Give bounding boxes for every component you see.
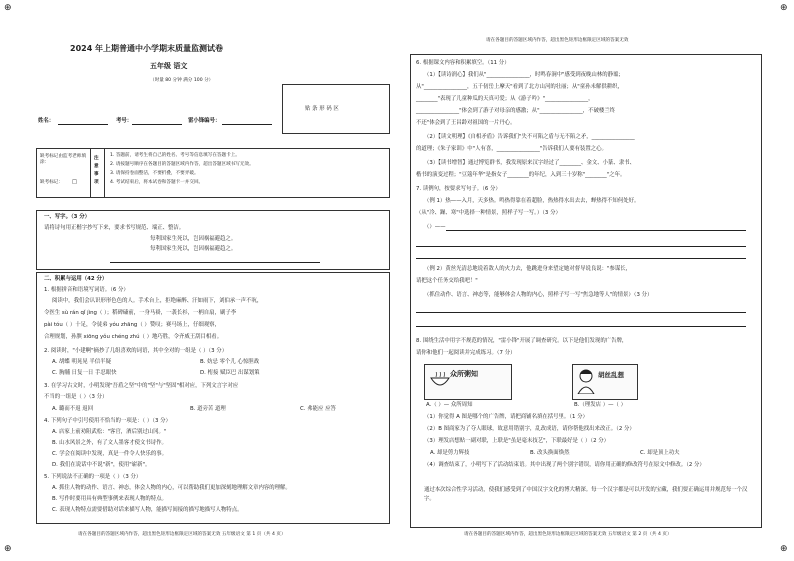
q2-item2: 2. 阅读时，"小建啊"摘抄了几组喜欢的词语，其中全对的一组是（ ）（3 分）	[44, 348, 228, 354]
q2-item1-line: 合理规划，孙膑 xiōng yǒu chéng zhú（ ）地巧胜，令齐威王刮目相看。	[44, 334, 223, 340]
q6-line: （1）【读诗润心】我们从"________________，时鸣春涧中"感受到夜晚山林的静谧；	[424, 72, 624, 78]
page1-footer: 请在各题目的答题区域内作答，超出黑色矩形边框限定区域的答案无效 五年级语文 第 1 页（共 4 页）	[78, 532, 286, 537]
q6-line: 不还"体会到了王昌龄对祖国的一片丹心。	[416, 120, 516, 126]
q2-item4: 4. 下列句子中引号使用不恰当的一项是：（ ）（3 分）	[44, 418, 171, 424]
q2-item1-line: 阅读中，我们会认识形形色色的人。手术台上，拒绝麻醉、汗如雨下，刘伯承一声不吭，	[52, 298, 263, 304]
q7-answer1-line[interactable]	[416, 258, 746, 259]
q2-item2-option: C. 胸脯 日复一日 手忍眼快	[52, 370, 117, 376]
q1-poem-line: 每利国家生死以，岂因祸福避趋之。	[150, 246, 237, 252]
seat-number-label: 雷小锋编号：	[188, 118, 221, 124]
grade-subject: 五年级 语文	[150, 62, 188, 70]
q6-line: （2）【读文明理】《自相矛盾》告诉我们"失不可陷之盾与无不陷之矛，________________	[424, 134, 635, 140]
absent-mark-instruction: 缺考标记由监考老师填涂：	[40, 154, 86, 165]
q7-heading: 7. 读例句，按要求写句子。（6 分）	[416, 186, 501, 192]
q6-line: 的道理；《朱子家训》中"人有喜，________________"告诉我们人要有装置之心。	[416, 146, 607, 152]
crop-mark-top-right: ⊕	[780, 3, 788, 13]
q7-answer1-line[interactable]	[446, 230, 746, 231]
notice-item: 1. 答题前，请考生将自己的姓名、考号等信息填写在答题卡上。	[110, 153, 240, 158]
sign-a-caption: A.（ ）— 众所周知	[426, 402, 473, 408]
q2-item1-line: pài tóu（ ）十足，令徒弟 yóu zhāng（ ）赞叹；赛马场上，仔细观察，	[44, 322, 220, 328]
person-icon	[576, 368, 596, 394]
q6-line: ________________"体会到了游子对母亲的感激；从"________________，不破楼兰终	[416, 108, 616, 114]
q2-item4-option: B. 山水风景之外，有了文人墨客才使文书诗作。	[52, 440, 167, 446]
absent-checkbox[interactable]: □	[72, 179, 78, 185]
q2-item2-option: B. 妨忌 零个儿 心惊胆战	[200, 359, 260, 365]
q6-line: ________"表现了儿童种瓜的天真可爱；从《游子吟》"________________，	[416, 96, 594, 102]
q2-item5-option: B. 写作时要用具有典型事例来表现人物的特点。	[52, 496, 167, 502]
q8-closing: 通过本次综合性学习活动，使我们感受到了中国汉字文化的博大精深。每一个汉字都是可以开发的宝藏，我们要正确运用并规范每一个汉字。	[424, 487, 748, 502]
notice-item: 2. 请按题号顺序在各题目的答题区域内作答，超出答题区域书写无效。	[110, 162, 254, 167]
q2-item4-option: A. 店家上前劝阻武松："客官，酒后别过山冈。"	[52, 429, 167, 435]
name-field[interactable]	[58, 124, 108, 125]
q2-item3-cont: 不当的一组是（ ）（3 分）	[44, 394, 108, 400]
notice-item: 4. 考试结束后，将本试卷和答题卡一并交回。	[110, 180, 204, 185]
q1-heading: 一、写字。（3 分）	[44, 214, 91, 220]
q8-subquestion: （1）你觉得 A 图是哪个的广告牌，请把商铺名填在括号里。（1 分）	[424, 414, 588, 420]
q2-item1-line: 令医生 sù rán qǐ jìng（ ）；稻碑磕前，一身马褂，一袭长衫，一柄自扇，刷子李	[44, 310, 237, 316]
q7-example1: （例 1）热——入月，天多热。鸣热得靠在着超脸，热热得水出去去，蝉热得不知何处好。	[424, 198, 640, 204]
q8-subquestion: （3）理发店想贴一副对联，上联是"虽是毫末技艺"，下联最好是（ ）（2 分）	[424, 438, 610, 444]
q2-item5: 5. 下列说法不正确的一项是（ ）（3 分）	[44, 474, 142, 480]
q7-example2-cont: 请把这个任务交给我吧！"	[416, 278, 478, 284]
notice-label-1: 注	[94, 156, 99, 161]
q7-answer1-prefix: （）——	[424, 224, 446, 230]
absent-mark-label: 缺考标记：	[40, 180, 63, 185]
q2-item2-option: A. 胡蝶 明晃晃 半信半疑	[52, 359, 111, 365]
q2-item4-option: C. 学会在阅读中发现，真是一件令人快乐的事。	[52, 451, 168, 457]
crop-mark-top-left: ⊕	[4, 3, 12, 13]
q7-example2-req: （抓住动作、语言、神态等，能够体会人物的内心，照样子写一写"焦急地等人"的情景）（3 分）	[424, 292, 653, 298]
bowl-icon	[430, 372, 450, 390]
seat-number-field[interactable]	[222, 124, 272, 125]
exam-meta: （时量 80 分钟 满分 100 分）	[150, 78, 214, 83]
q8-subquestion: （4）调查结束了，小明写下了活动结束语。其中出现了两个别字错误，请你用正确的修改符号在原文中修改。（2 分）	[424, 462, 705, 468]
q2-item2-option: D. 桁接 赋臣巴 出谋划策	[200, 370, 260, 376]
sign-a-text: 众所粥知	[450, 370, 478, 378]
exam-title: 2024 年上期普通中小学期末质量监测试卷	[70, 44, 224, 53]
q2-item3-option: A. 璐而不返 返回	[52, 406, 94, 412]
q2-item5-option: C. 表现人物特点需要借助对话来描写人物，能描写间接的描写地描写人物特点。	[52, 507, 243, 513]
q6-line: （3）【读书增智】通过博览群书，我发现原来汉字经过了________、金文、小篆、隶书、	[424, 160, 635, 166]
q8-subquestion: （2）B 图商家为了夺人眼球，故意用错别字，乱改成语，请你帮他找出来改正。（2 分）	[424, 426, 635, 432]
notice-label-2: 意	[94, 164, 99, 169]
q1-poem-line: 每利国家生死以，岂因祸福避趋之。	[150, 236, 237, 242]
q7-example2: （例 2）黄丝光清总地说着敌人的火力去，他跳进身来望定她对督导说良说："参谋长，	[424, 266, 632, 272]
sign-b-caption: B.（理发店 ）—（ ）	[574, 402, 626, 408]
q6-line: 楷书的演变过程；"豆蔻年华"是指女子________的年纪，入到三十岁称"________"之年。	[416, 172, 626, 178]
notice-label-3: 事	[94, 172, 99, 177]
notice-item: 3. 请保持卷面整洁，不要折叠，不要弄破。	[110, 171, 199, 176]
exam-number-label: 考号：	[116, 118, 133, 124]
crop-mark-bottom-left: ⊕	[4, 544, 12, 554]
q6-heading: 6. 根据课文内容和积累填空。（11 分）	[416, 60, 510, 66]
q8-heading-cont: 请你和他们一起阅读并完成练习。（7 分）	[416, 350, 516, 356]
q2-heading: 二、积累与运用（42 分）	[44, 276, 108, 282]
q2-item4-option: D. 我们在说话中不说"新"，使用"崭新"。	[52, 462, 151, 468]
q6-line: 从"________________，五千仞岳上摩天"看到了北方山河的壮丽；从"童孙未解供耕织，	[416, 84, 623, 90]
q8-option: C. 却是顶上功夫	[640, 450, 680, 456]
q7-answer1-line[interactable]	[416, 246, 746, 247]
sign-b-text: 胡丝乱想	[598, 371, 624, 379]
q7-example1-req: （从"冷、躁、寒"中选择一种情景，照样子写一写。）（3 分）	[416, 210, 561, 216]
q2-item1: 1. 根据拼音和语境写词语。（6 分）	[44, 287, 129, 293]
exam-number-field[interactable]	[132, 124, 182, 125]
q8-option: A. 却是剪力辉技	[430, 450, 470, 456]
q8-heading: 8. 围绕生活中用字不规范的情况，"雷小锋"开展了调查研究。以下是他们发现的广告牌，	[416, 338, 628, 344]
q2-item3-option: B. 道旁苦 道理	[190, 406, 226, 412]
q7-answer2-line[interactable]	[416, 312, 746, 313]
notice-label-4: 项	[94, 180, 99, 185]
q2-item5-option: A. 抓住人物的动作、语言、神态，体会人物的内心，可以帮助我们更加深刻地理解文章内容的理解。	[52, 485, 291, 491]
q1-writing-line[interactable]	[110, 262, 320, 263]
name-label: 姓名：	[38, 118, 55, 124]
crop-mark-bottom-right: ⊕	[780, 544, 788, 554]
q2-item3-option: C. 弗能应 应答	[300, 406, 336, 412]
page2-footer: 请在各题目的答题区域内作答，超出黑色矩形边框限定区域的答案无效 五年级语文 第 2 页（共 4 页）	[464, 532, 672, 537]
page2-header: 请在各题目的答题区域内作答，超出黑色矩形边框限定区域的答案无效	[486, 38, 629, 43]
q2-item3: 3. 在学习古文时，小明发现"吾盾之坚"中的"坚"与"坚固"相对应，下列文言字对应	[44, 383, 239, 389]
q8-option: B. 改头换面焕然	[530, 450, 570, 456]
q1-instruction: 请将诗句用正楷字抄写下来，要求书写规范、端正、整洁。	[44, 225, 185, 231]
barcode-label: 贴 条 形 码 区	[305, 106, 339, 112]
q7-answer2-line[interactable]	[416, 326, 746, 327]
